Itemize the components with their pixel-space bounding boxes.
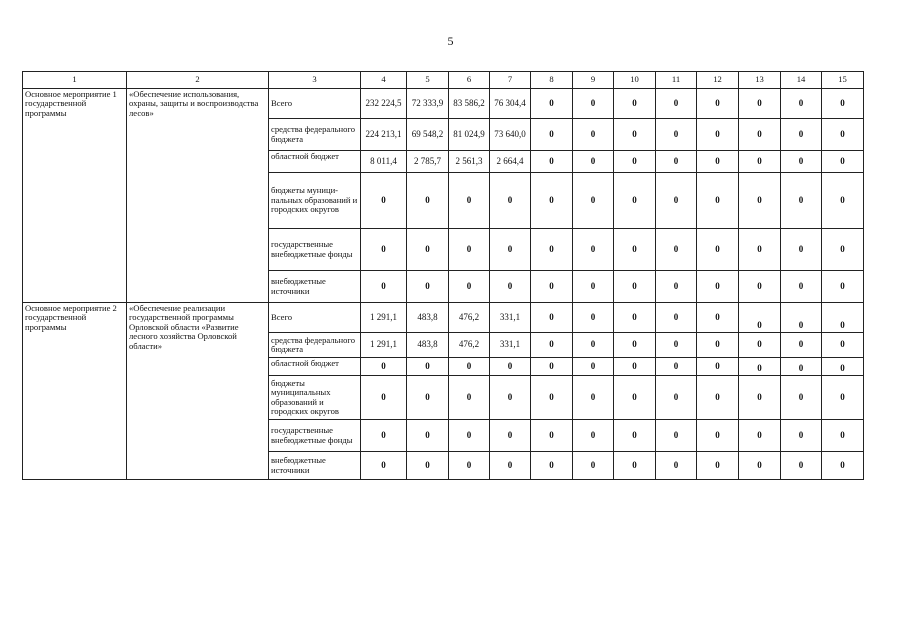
column-header: 1 xyxy=(23,72,127,89)
value-cell: 0 xyxy=(407,358,449,376)
value-cell: 0 xyxy=(361,452,407,480)
value-cell: 0 xyxy=(739,420,781,452)
value-cell: 0 xyxy=(822,229,864,271)
table-row xyxy=(23,303,864,333)
value-cell: 331,1 xyxy=(490,303,531,333)
value-cell: 0 xyxy=(822,151,864,173)
funding-source-cell: внебюджетные источники xyxy=(269,452,361,480)
value-cell: 0 xyxy=(697,173,739,229)
value-cell: 0 xyxy=(573,358,614,376)
column-header: 3 xyxy=(269,72,361,89)
value-cell: 0 xyxy=(490,358,531,376)
value-cell: 0 xyxy=(781,229,822,271)
value-cell: 0 xyxy=(614,119,656,151)
event-description-cell: «Обеспечение использования, охраны, защиты и воспроизводства лесов» xyxy=(127,89,269,303)
value-cell: 0 xyxy=(361,271,407,303)
value-cell: 2 664,4 xyxy=(490,151,531,173)
value-cell: 0 xyxy=(781,173,822,229)
value-cell: 0 xyxy=(531,303,573,333)
value-cell: 0 xyxy=(697,229,739,271)
value-cell: 73 640,0 xyxy=(490,119,531,151)
value-cell: 483,8 xyxy=(407,303,449,333)
value-cell: 0 xyxy=(656,452,697,480)
value-cell: 69 548,2 xyxy=(407,119,449,151)
value-cell: 0 xyxy=(781,89,822,119)
value-cell: 0 xyxy=(739,173,781,229)
value-cell: 0 xyxy=(781,271,822,303)
value-cell: 0 xyxy=(781,333,822,358)
value-cell: 0 xyxy=(573,376,614,420)
value-cell: 0 xyxy=(781,119,822,151)
value-cell: 0 xyxy=(781,376,822,420)
value-cell: 0 xyxy=(739,376,781,420)
column-header: 15 xyxy=(822,72,864,89)
value-cell: 0 xyxy=(531,229,573,271)
value-cell: 331,1 xyxy=(490,333,531,358)
value-cell: 0 xyxy=(822,376,864,420)
value-cell: 0 xyxy=(822,271,864,303)
value-cell: 0 xyxy=(656,271,697,303)
value-cell: 0 xyxy=(573,173,614,229)
value-cell: 0 xyxy=(822,119,864,151)
funding-source-cell: средства федерального бюджета xyxy=(269,119,361,151)
value-cell: 0 xyxy=(531,119,573,151)
value-cell: 0 xyxy=(781,358,822,376)
page-number: 5 xyxy=(447,34,454,48)
value-cell: 0 xyxy=(407,452,449,480)
value-cell: 0 xyxy=(361,229,407,271)
value-cell: 0 xyxy=(449,376,490,420)
value-cell: 0 xyxy=(407,376,449,420)
value-cell: 0 xyxy=(697,420,739,452)
value-cell: 0 xyxy=(407,173,449,229)
value-cell: 0 xyxy=(739,119,781,151)
column-header: 5 xyxy=(407,72,449,89)
funding-source-cell: Всего xyxy=(269,89,361,119)
value-cell: 0 xyxy=(656,420,697,452)
table-body xyxy=(23,89,864,480)
value-cell: 0 xyxy=(656,358,697,376)
value-cell: 0 xyxy=(656,173,697,229)
value-cell: 0 xyxy=(656,229,697,271)
value-cell: 0 xyxy=(697,271,739,303)
value-cell: 72 333,9 xyxy=(407,89,449,119)
value-cell: 483,8 xyxy=(407,333,449,358)
value-cell: 0 xyxy=(781,151,822,173)
value-cell: 0 xyxy=(822,173,864,229)
value-cell: 1 291,1 xyxy=(361,333,407,358)
funding-source-cell: государственные внебюджетные фонды xyxy=(269,229,361,271)
funding-source-cell: бюджеты муници-пальных образований и городских округов xyxy=(269,173,361,229)
value-cell: 0 xyxy=(361,173,407,229)
value-cell: 0 xyxy=(656,89,697,119)
funding-source-cell: средства федерального бюджета xyxy=(269,333,361,358)
value-cell: 0 xyxy=(614,89,656,119)
value-cell: 0 xyxy=(697,376,739,420)
value-cell: 0 xyxy=(449,271,490,303)
value-cell: 0 xyxy=(822,333,864,358)
value-cell: 0 xyxy=(781,420,822,452)
value-cell: 0 xyxy=(614,420,656,452)
value-cell: 0 xyxy=(822,420,864,452)
value-cell: 0 xyxy=(614,151,656,173)
funding-table xyxy=(22,71,864,480)
value-cell: 0 xyxy=(531,151,573,173)
table-row xyxy=(23,89,864,119)
value-cell: 0 xyxy=(361,420,407,452)
value-cell: 0 xyxy=(449,229,490,271)
value-cell: 0 xyxy=(407,229,449,271)
value-cell: 0 xyxy=(739,333,781,358)
value-cell: 0 xyxy=(614,173,656,229)
value-cell: 232 224,5 xyxy=(361,89,407,119)
value-cell: 0 xyxy=(656,151,697,173)
value-cell: 0 xyxy=(656,303,697,333)
value-cell: 0 xyxy=(697,333,739,358)
event-name-cell: Основное мероприятие 2 государственной программы xyxy=(23,303,127,480)
value-cell: 0 xyxy=(614,333,656,358)
value-cell: 2 785,7 xyxy=(407,151,449,173)
value-cell: 81 024,9 xyxy=(449,119,490,151)
funding-source-cell: внебюджетные источники xyxy=(269,271,361,303)
value-cell: 0 xyxy=(531,89,573,119)
value-cell: 0 xyxy=(449,358,490,376)
funding-source-cell: государственные внебюджетные фонды xyxy=(269,420,361,452)
column-header: 12 xyxy=(697,72,739,89)
value-cell: 0 xyxy=(697,151,739,173)
value-cell: 0 xyxy=(449,452,490,480)
value-cell: 0 xyxy=(614,229,656,271)
event-name-cell: Основное мероприятие 1 государственной программы xyxy=(23,89,127,303)
value-cell: 0 xyxy=(656,333,697,358)
value-cell: 0 xyxy=(531,333,573,358)
value-cell: 0 xyxy=(531,271,573,303)
value-cell: 0 xyxy=(739,271,781,303)
value-cell: 0 xyxy=(361,376,407,420)
value-cell: 0 xyxy=(614,271,656,303)
value-cell: 0 xyxy=(573,303,614,333)
funding-source-cell: Всего xyxy=(269,303,361,333)
value-cell: 0 xyxy=(449,173,490,229)
column-header: 8 xyxy=(531,72,573,89)
column-header: 6 xyxy=(449,72,490,89)
column-header: 10 xyxy=(614,72,656,89)
value-cell: 0 xyxy=(739,303,781,333)
value-cell: 0 xyxy=(739,151,781,173)
value-cell: 0 xyxy=(739,452,781,480)
value-cell: 0 xyxy=(573,119,614,151)
value-cell: 0 xyxy=(490,271,531,303)
value-cell: 0 xyxy=(490,173,531,229)
value-cell: 0 xyxy=(490,452,531,480)
value-cell: 0 xyxy=(614,376,656,420)
value-cell: 83 586,2 xyxy=(449,89,490,119)
value-cell: 0 xyxy=(697,452,739,480)
column-header: 2 xyxy=(127,72,269,89)
value-cell: 0 xyxy=(490,420,531,452)
value-cell: 0 xyxy=(573,333,614,358)
value-cell: 0 xyxy=(822,452,864,480)
value-cell: 0 xyxy=(656,119,697,151)
value-cell: 8 011,4 xyxy=(361,151,407,173)
value-cell: 0 xyxy=(697,89,739,119)
value-cell: 0 xyxy=(361,358,407,376)
value-cell: 0 xyxy=(531,452,573,480)
value-cell: 476,2 xyxy=(449,333,490,358)
value-cell: 0 xyxy=(697,119,739,151)
value-cell: 0 xyxy=(531,420,573,452)
funding-source-cell: областной бюджет xyxy=(269,358,361,376)
value-cell: 2 561,3 xyxy=(449,151,490,173)
value-cell: 0 xyxy=(573,420,614,452)
value-cell: 0 xyxy=(614,452,656,480)
value-cell: 0 xyxy=(573,229,614,271)
value-cell: 0 xyxy=(822,358,864,376)
value-cell: 0 xyxy=(573,89,614,119)
value-cell: 0 xyxy=(656,376,697,420)
column-header: 13 xyxy=(739,72,781,89)
value-cell: 0 xyxy=(781,452,822,480)
value-cell: 0 xyxy=(407,271,449,303)
column-header: 4 xyxy=(361,72,407,89)
value-cell: 0 xyxy=(490,229,531,271)
header-row xyxy=(23,72,864,89)
value-cell: 0 xyxy=(573,271,614,303)
value-cell: 0 xyxy=(407,420,449,452)
value-cell: 0 xyxy=(531,173,573,229)
value-cell: 0 xyxy=(739,229,781,271)
column-header: 7 xyxy=(490,72,531,89)
value-cell: 0 xyxy=(573,151,614,173)
value-cell: 0 xyxy=(614,303,656,333)
value-cell: 0 xyxy=(531,376,573,420)
value-cell: 0 xyxy=(781,303,822,333)
value-cell: 476,2 xyxy=(449,303,490,333)
value-cell: 0 xyxy=(449,420,490,452)
value-cell: 0 xyxy=(531,358,573,376)
value-cell: 76 304,4 xyxy=(490,89,531,119)
column-header: 11 xyxy=(656,72,697,89)
value-cell: 1 291,1 xyxy=(361,303,407,333)
event-description-cell: «Обеспечение реализации государственной программы Орловской области «Развитие лесного хозяйства Орловской области» xyxy=(127,303,269,480)
value-cell: 0 xyxy=(822,303,864,333)
funding-source-cell: областной бюджет xyxy=(269,151,361,173)
value-cell: 0 xyxy=(697,303,739,333)
value-cell: 0 xyxy=(573,452,614,480)
column-header: 9 xyxy=(573,72,614,89)
value-cell: 0 xyxy=(614,358,656,376)
funding-source-cell: бюджеты муниципальных образований и городских округов xyxy=(269,376,361,420)
value-cell: 0 xyxy=(739,89,781,119)
value-cell: 0 xyxy=(739,358,781,376)
value-cell: 224 213,1 xyxy=(361,119,407,151)
value-cell: 0 xyxy=(697,358,739,376)
column-header: 14 xyxy=(781,72,822,89)
value-cell: 0 xyxy=(490,376,531,420)
value-cell: 0 xyxy=(822,89,864,119)
